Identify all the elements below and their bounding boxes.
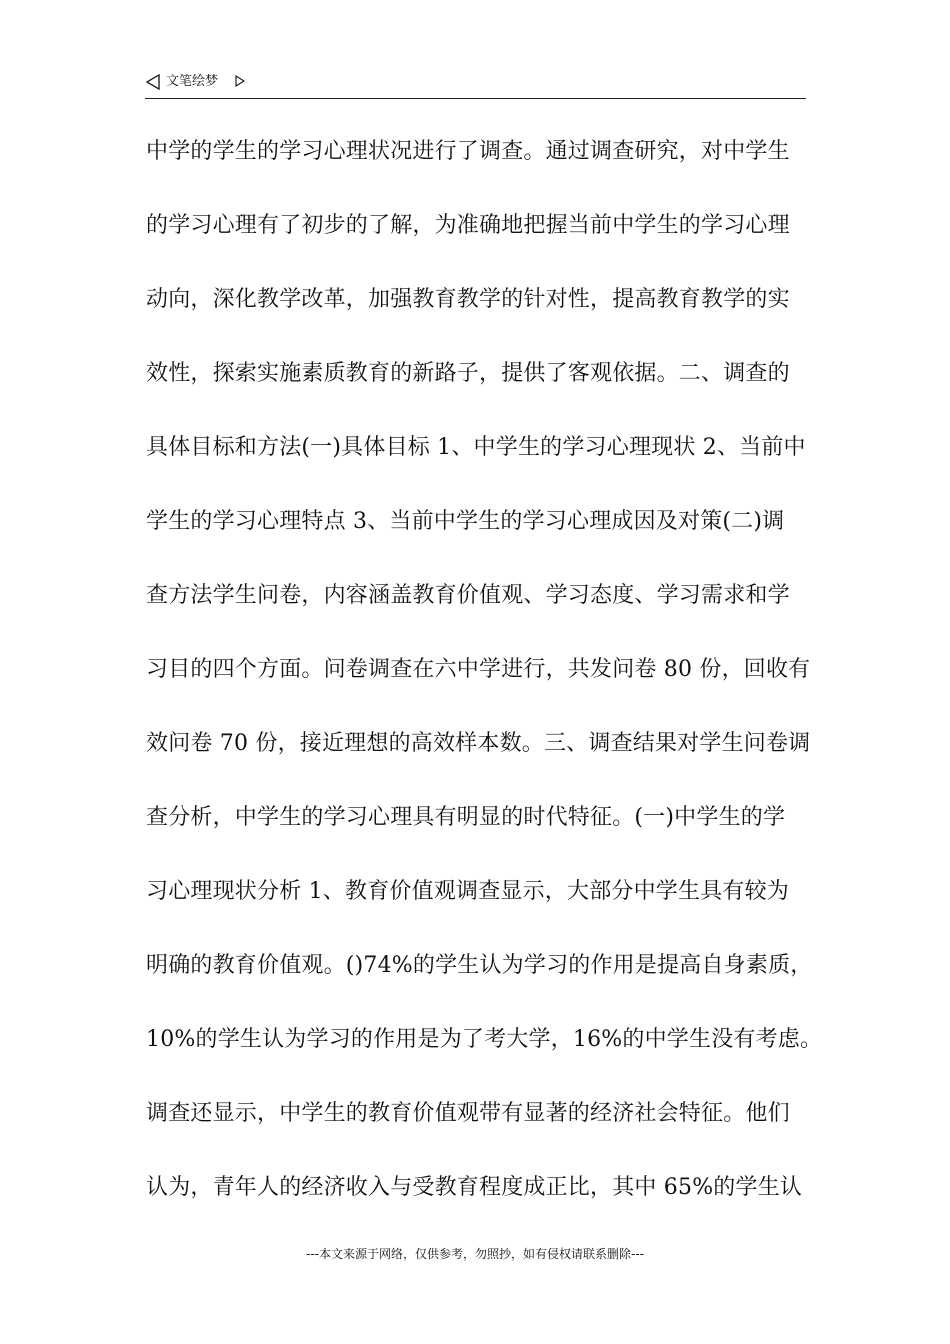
text-line: 习心理现状分析 1、教育价值观调查显示，大部分中学生具有较为 — [146, 879, 789, 904]
body-text — [146, 135, 826, 1245]
text-line: 中学的学生的学习心理状况进行了调查。通过调查研究，对中学生 — [146, 139, 790, 164]
text-line: 习目的四个方面。问卷调查在六中学进行，共发问卷 80 份，回收有 — [146, 657, 811, 682]
text-line: 认为，青年人的经济收入与受教育程度成正比，其中 65%的学生认 — [146, 1175, 803, 1200]
text-line: 学生的学习心理特点 3、当前中学生的学习心理成因及对策(二)调 — [146, 509, 785, 534]
text-line: 具体目标和方法(一)具体目标 1、中学生的学习心理现状 2、当前中 — [146, 435, 806, 460]
header-title: 文笔绘梦 — [166, 74, 219, 89]
triangle-right-outline-icon — [235, 75, 245, 87]
text-line: 明确的教育价值观。()74%的学生认为学习的作用是提高自身素质， — [146, 953, 813, 978]
text-line: 查分析，中学生的学习心理具有明显的时代特征。(一)中学生的学 — [146, 805, 786, 830]
text-line: 效性，探索实施素质教育的新路子，提供了客观依据。二、调查的 — [146, 361, 790, 386]
text-line: 查方法学生问卷，内容涵盖教育价值观、学习态度、学习需求和学 — [146, 583, 790, 608]
page-header — [145, 72, 806, 99]
text-line: 10%的学生认为学习的作用是为了考大学，16%的中学生没有考虑。 — [146, 1027, 823, 1052]
footer-disclaimer: ---本文来源于网络，仅供参考，勿照抄，如有侵权请联系删除--- — [306, 1247, 644, 1261]
text-line: 的学习心理有了初步的了解，为准确地把握当前中学生的学习心理 — [146, 213, 790, 238]
triangle-left-outline-icon — [145, 74, 161, 90]
text-line: 动向，深化教学改革，加强教育教学的针对性，提高教育教学的实 — [146, 287, 790, 312]
text-line: 调查还显示，中学生的教育价值观带有显著的经济社会特征。他们 — [146, 1101, 790, 1126]
text-line: 效问卷 70 份，接近理想的高效样本数。三、调查结果对学生问卷调 — [146, 731, 811, 756]
